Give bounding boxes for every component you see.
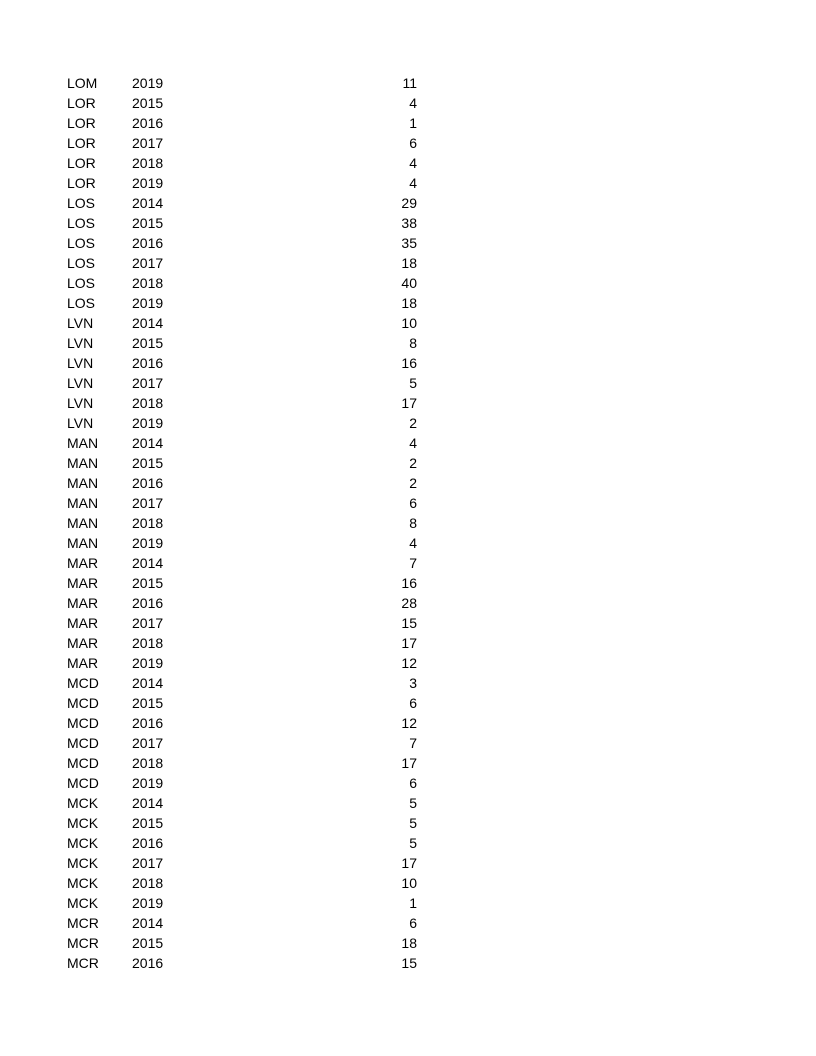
table-row bbox=[0, 873, 816, 893]
code-cell: MAR bbox=[67, 575, 99, 591]
year-cell: 2015 bbox=[132, 575, 164, 591]
table-row bbox=[0, 613, 816, 633]
year-cell: 2014 bbox=[132, 675, 164, 691]
year-cell: 2018 bbox=[132, 755, 164, 771]
year-cell: 2018 bbox=[132, 875, 164, 891]
table-row bbox=[0, 533, 816, 553]
code-cell: MCK bbox=[67, 835, 99, 851]
table-row bbox=[0, 593, 816, 613]
year-cell: 2014 bbox=[132, 435, 164, 451]
code-cell: MAN bbox=[67, 435, 99, 451]
count-cell: 40 bbox=[401, 275, 417, 291]
year-cell: 2016 bbox=[132, 715, 164, 731]
table-row bbox=[0, 233, 816, 253]
table-row bbox=[0, 73, 816, 93]
year-cell: 2015 bbox=[132, 95, 164, 111]
table-row bbox=[0, 813, 816, 833]
year-cell: 2017 bbox=[132, 855, 164, 871]
year-cell: 2019 bbox=[132, 535, 164, 551]
count-cell: 2 bbox=[409, 455, 417, 471]
year-cell: 2016 bbox=[132, 235, 164, 251]
count-cell: 7 bbox=[409, 555, 417, 571]
table-row bbox=[0, 653, 816, 673]
table-row bbox=[0, 753, 816, 773]
table-row bbox=[0, 793, 816, 813]
table-row bbox=[0, 853, 816, 873]
count-cell: 35 bbox=[401, 235, 417, 251]
year-cell: 2019 bbox=[132, 295, 164, 311]
code-cell: MAN bbox=[67, 495, 99, 511]
table-row bbox=[0, 893, 816, 913]
code-cell: MAN bbox=[67, 475, 99, 491]
code-cell: MCD bbox=[67, 715, 99, 731]
year-cell: 2017 bbox=[132, 375, 164, 391]
count-cell: 4 bbox=[409, 155, 417, 171]
year-cell: 2017 bbox=[132, 615, 164, 631]
count-cell: 6 bbox=[409, 135, 417, 151]
table-row bbox=[0, 373, 816, 393]
year-cell: 2018 bbox=[132, 515, 164, 531]
table-row bbox=[0, 833, 816, 853]
count-cell: 18 bbox=[401, 935, 417, 951]
code-cell: MAR bbox=[67, 555, 99, 571]
table-row bbox=[0, 113, 816, 133]
count-cell: 16 bbox=[401, 355, 417, 371]
table-row bbox=[0, 413, 816, 433]
count-cell: 18 bbox=[401, 255, 417, 271]
table-row bbox=[0, 913, 816, 933]
year-cell: 2016 bbox=[132, 955, 164, 971]
code-cell: LOS bbox=[67, 195, 96, 211]
count-cell: 1 bbox=[409, 115, 417, 131]
code-cell: LOS bbox=[67, 235, 96, 251]
year-cell: 2018 bbox=[132, 635, 164, 651]
code-cell: LOS bbox=[67, 295, 96, 311]
count-cell: 4 bbox=[409, 175, 417, 191]
year-cell: 2017 bbox=[132, 735, 164, 751]
code-cell: LVN bbox=[67, 375, 94, 391]
table-row bbox=[0, 693, 816, 713]
count-cell: 5 bbox=[409, 815, 417, 831]
year-cell: 2015 bbox=[132, 335, 164, 351]
code-cell: LOS bbox=[67, 275, 96, 291]
count-cell: 17 bbox=[401, 635, 417, 651]
count-cell: 4 bbox=[409, 535, 417, 551]
count-cell: 2 bbox=[409, 475, 417, 491]
code-cell: MAR bbox=[67, 655, 99, 671]
count-cell: 4 bbox=[409, 435, 417, 451]
year-cell: 2014 bbox=[132, 915, 164, 931]
code-cell: MCR bbox=[67, 935, 99, 951]
code-cell: MCK bbox=[67, 895, 99, 911]
count-cell: 12 bbox=[401, 715, 417, 731]
code-cell: LOR bbox=[67, 155, 96, 171]
year-cell: 2019 bbox=[132, 175, 164, 191]
table-row bbox=[0, 173, 816, 193]
year-cell: 2017 bbox=[132, 255, 164, 271]
table-row bbox=[0, 633, 816, 653]
year-cell: 2018 bbox=[132, 395, 164, 411]
table-row bbox=[0, 133, 816, 153]
table-row bbox=[0, 193, 816, 213]
count-cell: 38 bbox=[401, 215, 417, 231]
code-cell: LOS bbox=[67, 255, 96, 271]
count-cell: 6 bbox=[409, 695, 417, 711]
table-row bbox=[0, 333, 816, 353]
code-cell: LOM bbox=[67, 75, 98, 91]
code-cell: LOS bbox=[67, 215, 96, 231]
year-cell: 2014 bbox=[132, 195, 164, 211]
count-cell: 5 bbox=[409, 375, 417, 391]
year-cell: 2019 bbox=[132, 775, 164, 791]
count-cell: 6 bbox=[409, 775, 417, 791]
code-cell: MCD bbox=[67, 755, 99, 771]
count-cell: 15 bbox=[401, 955, 417, 971]
table-row bbox=[0, 553, 816, 573]
count-cell: 17 bbox=[401, 755, 417, 771]
code-cell: MAR bbox=[67, 615, 99, 631]
year-cell: 2019 bbox=[132, 655, 164, 671]
code-cell: LOR bbox=[67, 115, 96, 131]
code-cell: MCD bbox=[67, 675, 99, 691]
count-cell: 8 bbox=[409, 335, 417, 351]
code-cell: LVN bbox=[67, 415, 94, 431]
count-cell: 12 bbox=[401, 655, 417, 671]
count-cell: 8 bbox=[409, 515, 417, 531]
year-cell: 2014 bbox=[132, 555, 164, 571]
table-row bbox=[0, 293, 816, 313]
year-cell: 2019 bbox=[132, 895, 164, 911]
table-row bbox=[0, 493, 816, 513]
count-cell: 28 bbox=[401, 595, 417, 611]
code-cell: MAN bbox=[67, 455, 99, 471]
table-row bbox=[0, 393, 816, 413]
year-cell: 2015 bbox=[132, 695, 164, 711]
year-cell: 2015 bbox=[132, 935, 164, 951]
count-cell: 5 bbox=[409, 795, 417, 811]
code-cell: MCD bbox=[67, 775, 99, 791]
count-cell: 2 bbox=[409, 415, 417, 431]
code-cell: MAN bbox=[67, 535, 99, 551]
year-cell: 2017 bbox=[132, 495, 164, 511]
table-row bbox=[0, 433, 816, 453]
code-cell: LVN bbox=[67, 315, 94, 331]
code-cell: MCK bbox=[67, 855, 99, 871]
count-cell: 3 bbox=[409, 675, 417, 691]
code-cell: MCD bbox=[67, 695, 99, 711]
table-row bbox=[0, 153, 816, 173]
year-cell: 2019 bbox=[132, 415, 164, 431]
year-cell: 2014 bbox=[132, 795, 164, 811]
code-cell: LOR bbox=[67, 95, 96, 111]
count-cell: 6 bbox=[409, 915, 417, 931]
code-cell: MCK bbox=[67, 795, 99, 811]
table-row bbox=[0, 473, 816, 493]
code-cell: LVN bbox=[67, 355, 94, 371]
code-cell: LVN bbox=[67, 335, 94, 351]
year-cell: 2018 bbox=[132, 155, 164, 171]
count-cell: 17 bbox=[401, 855, 417, 871]
count-cell: 5 bbox=[409, 835, 417, 851]
year-cell: 2015 bbox=[132, 815, 164, 831]
table-row bbox=[0, 953, 816, 973]
code-cell: LOR bbox=[67, 175, 96, 191]
year-cell: 2016 bbox=[132, 835, 164, 851]
code-cell: LOR bbox=[67, 135, 96, 151]
table-row bbox=[0, 253, 816, 273]
count-cell: 18 bbox=[401, 295, 417, 311]
count-cell: 4 bbox=[409, 95, 417, 111]
year-cell: 2014 bbox=[132, 315, 164, 331]
year-cell: 2016 bbox=[132, 355, 164, 371]
table-row bbox=[0, 673, 816, 693]
table-row bbox=[0, 713, 816, 733]
year-cell: 2017 bbox=[132, 135, 164, 151]
year-cell: 2015 bbox=[132, 215, 164, 231]
table-row bbox=[0, 273, 816, 293]
table-row bbox=[0, 313, 816, 333]
count-cell: 17 bbox=[401, 395, 417, 411]
code-cell: MCK bbox=[67, 875, 99, 891]
year-cell: 2016 bbox=[132, 595, 164, 611]
count-cell: 1 bbox=[409, 895, 417, 911]
table-row bbox=[0, 93, 816, 113]
table-row bbox=[0, 353, 816, 373]
table-row bbox=[0, 933, 816, 953]
table-row bbox=[0, 773, 816, 793]
code-cell: MAR bbox=[67, 635, 99, 651]
code-cell: MAR bbox=[67, 595, 99, 611]
year-cell: 2016 bbox=[132, 475, 164, 491]
data-table bbox=[0, 73, 816, 973]
table-row bbox=[0, 453, 816, 473]
count-cell: 6 bbox=[409, 495, 417, 511]
code-cell: MCR bbox=[67, 915, 99, 931]
table-row bbox=[0, 733, 816, 753]
count-cell: 29 bbox=[401, 195, 417, 211]
year-cell: 2018 bbox=[132, 275, 164, 291]
count-cell: 16 bbox=[401, 575, 417, 591]
table-row bbox=[0, 513, 816, 533]
count-cell: 10 bbox=[401, 315, 417, 331]
table-row bbox=[0, 213, 816, 233]
year-cell: 2015 bbox=[132, 455, 164, 471]
code-cell: MCR bbox=[67, 955, 99, 971]
code-cell: MCD bbox=[67, 735, 99, 751]
count-cell: 10 bbox=[401, 875, 417, 891]
code-cell: MAN bbox=[67, 515, 99, 531]
year-cell: 2016 bbox=[132, 115, 164, 131]
code-cell: LVN bbox=[67, 395, 94, 411]
count-cell: 7 bbox=[409, 735, 417, 751]
code-cell: MCK bbox=[67, 815, 99, 831]
count-cell: 15 bbox=[401, 615, 417, 631]
year-cell: 2019 bbox=[132, 75, 164, 91]
count-cell: 11 bbox=[402, 75, 417, 91]
table-row bbox=[0, 573, 816, 593]
